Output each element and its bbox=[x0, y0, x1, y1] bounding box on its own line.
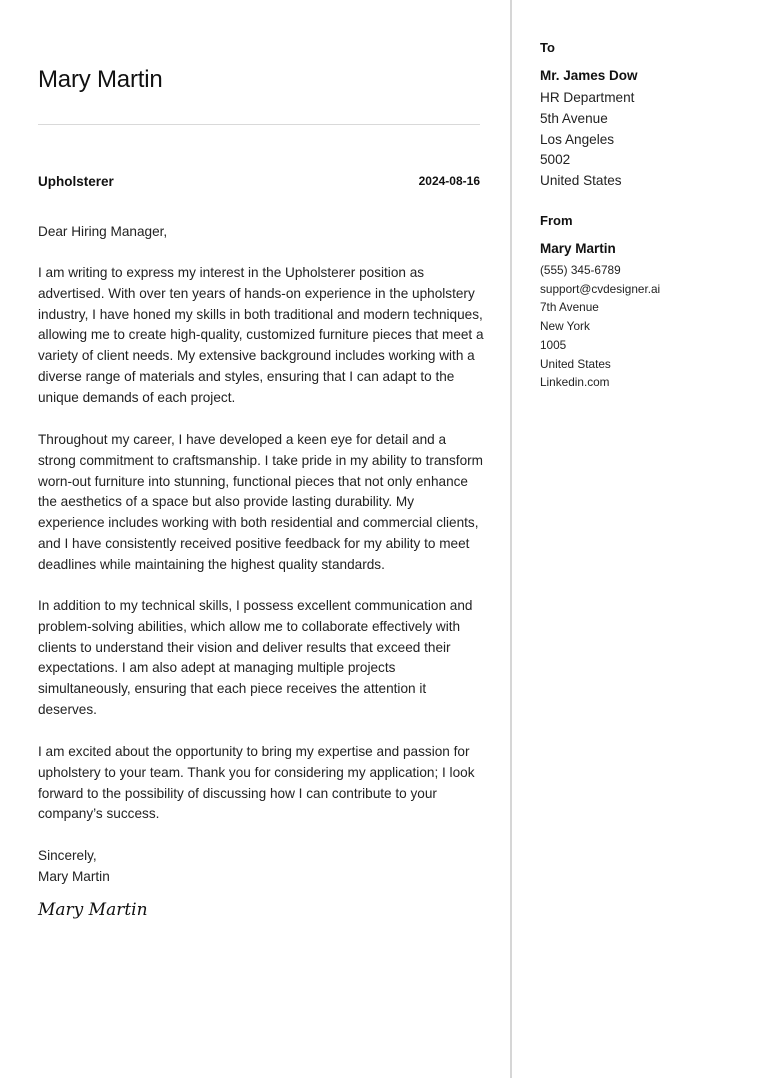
recipient-name: Mr. James Dow bbox=[540, 68, 638, 83]
sender-contact bbox=[540, 261, 660, 392]
letter-date: 2024-08-16 bbox=[418, 174, 480, 188]
recipient-line: United States bbox=[540, 173, 622, 189]
contact-sidebar bbox=[540, 0, 760, 1078]
sender-name: Mary Martin bbox=[540, 241, 616, 256]
sender-country: United States bbox=[540, 356, 611, 371]
recipient-line: HR Department bbox=[540, 90, 635, 105]
header-divider bbox=[38, 124, 480, 125]
job-title: Upholsterer bbox=[38, 174, 114, 189]
sidebar-divider bbox=[510, 0, 512, 1078]
signer-name: Mary Martin bbox=[38, 869, 110, 884]
body-paragraph-3: In addition to my technical skills, I possess excellent communication and problem-solving abilities, which allow me to collaborate effectively with clients to understand their vision and deliver results that exceed their expectations. I am also adept at managing multiple projects simultaneously, ensuring that each piece receives the attention it deserves. bbox=[38, 598, 473, 717]
closing: Sincerely, bbox=[38, 848, 97, 863]
body-paragraph-2: Throughout my career, I have developed a keen eye for detail and a strong commitment to craftsmanship. I take pride in my ability to transform worn-out furniture into stunning, functional pieces that not only enhance the aesthetics of a space but also provide lasting durability. My experience includes working with both residential and commercial clients, and I have consistently received positive feedback for my ability to meet deadlines while maintaining the highest quality standards. bbox=[38, 432, 483, 572]
recipient-heading: To bbox=[540, 40, 555, 55]
greeting: Dear Hiring Manager, bbox=[38, 224, 168, 239]
signature: Mary Martin bbox=[38, 900, 148, 920]
sender-phone: (555) 345-6789 bbox=[540, 263, 621, 277]
sender-linkedin: Linkedin.com bbox=[540, 375, 610, 390]
applicant-name: Mary Martin bbox=[38, 66, 163, 93]
recipient-line: 5th Avenue bbox=[540, 110, 608, 126]
sender-street: 7th Avenue bbox=[540, 300, 599, 315]
body-paragraph-1: I am writing to express my interest in the Upholsterer position as advertised. With over ten years of hands-on experience in the upholstery industry, I have honed my skills in both traditional and modern techniques, allowing me to create high-quality, customized furniture pieces that meet a variety of client needs. My extensive background includes working with a diverse range of materials and styles, ensuring that I can adapt to the unique demands of each project. bbox=[38, 265, 484, 405]
recipient-line: 5002 bbox=[540, 152, 571, 168]
sender-city: New York bbox=[540, 319, 590, 334]
sender-heading: From bbox=[540, 213, 573, 228]
recipient-address bbox=[540, 88, 634, 192]
body-paragraph-4: I am excited about the opportunity to bring my expertise and passion for upholstery to your team. Thank you for considering my application; I look forward to the possibility of discussing how I can contribute to your company’s success. bbox=[38, 744, 475, 822]
recipient-line: Los Angeles bbox=[540, 131, 615, 147]
sender-postcode: 1005 bbox=[540, 337, 567, 352]
sender-email: support@cvdesigner.ai bbox=[540, 281, 661, 296]
